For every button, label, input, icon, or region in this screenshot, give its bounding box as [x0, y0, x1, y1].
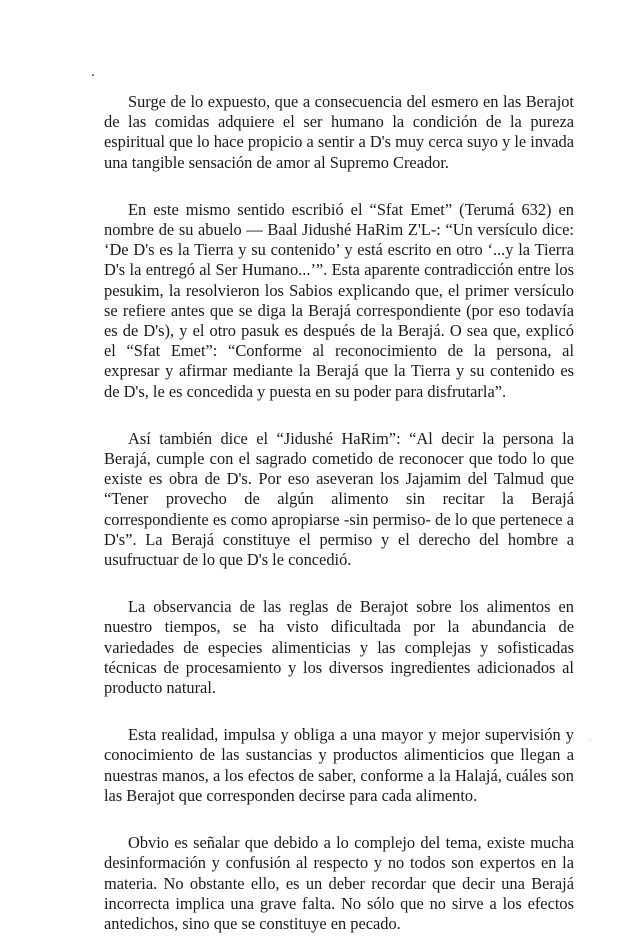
- paragraph-2: En este mismo sentido escribió el “Sfat Emet” (Terumá 632) en nombre de su abuelo — Baal Jidushé HaRim Z'L-: “Un versículo dice: ‘De D's es la Tierra y su contenido’ y está escrito en otro ‘...y la Tierra D's la entregó al Ser Humano...’”. Esta aparente contradicción entre los pesukim, la resolvieron los Sabios explicando que, el primer versículo se refiere antes que se diga la Berajá correspondiente (por eso todavía es de D's), y el otro pasuk es después de la Berajá. O sea que, explicó el “Sfat Emet”: “Conforme al reconocimiento de la persona, al expresar y afirmar mediante la Berajá que la Tierra y su contenido es de D's, le es concedida y puesta en su poder para disfrutarla”.: [104, 199, 574, 401]
- paragraph-5: Esta realidad, impulsa y obliga a una mayor y mejor supervisión y conocimiento de las sustancias y productos alimenticios que llegan a nuestras manos, a los efectos de saber, conforme a la Halajá, cuáles son las Berajot que corresponden decirse para cada alimento.: [104, 725, 574, 805]
- paragraph-1: Surge de lo expuesto, que a consecuencia del esmero en las Berajot de las comidas adquiere el ser humano la condición de la pureza espiritual que lo hace propicio a sentir a D's muy cerca suyo y le invada una tangible sensación de amor al Supremo Creador.: [104, 92, 574, 172]
- text-body: [104, 92, 574, 934]
- paragraph-4: La observancia de las reglas de Berajot sobre los alimentos en nuestro tiempos, se ha visto dificultada por la abundancia de variedades de especies alimenticias y las complejas y sofisticadas técnicas de procesamiento y los diversos ingredientes adicionados al producto natural.: [104, 597, 574, 698]
- scan-speck: [92, 74, 94, 76]
- paragraph-6: Obvio es señalar que debido a lo complejo del tema, existe mucha desinformación y confusión al respecto y no todos son expertos en la materia. No obstante ello, es un deber recordar que decir una Berajá incorrecta implica una grave falta. No sólo que no sirve a los efectos antedichos, sino que se constituye en pecado.: [104, 833, 574, 933]
- scan-speck: [590, 740, 591, 741]
- paragraph-3: Así también dice el “Jidushé HaRim”: “Al decir la persona la Berajá, cumple con el sagrado cometido de reconocer que todo lo que existe es obra de D's. Por eso aseveran los Jajamim del Talmud que “Tener provecho de algún alimento sin recitar la Berajá correspondiente es como apropiarse -sin permiso- de lo que pertenece a D's”. La Berajá constituye el permiso y el derecho del hombre a usufructuar de lo que D's le concedió.: [104, 428, 574, 570]
